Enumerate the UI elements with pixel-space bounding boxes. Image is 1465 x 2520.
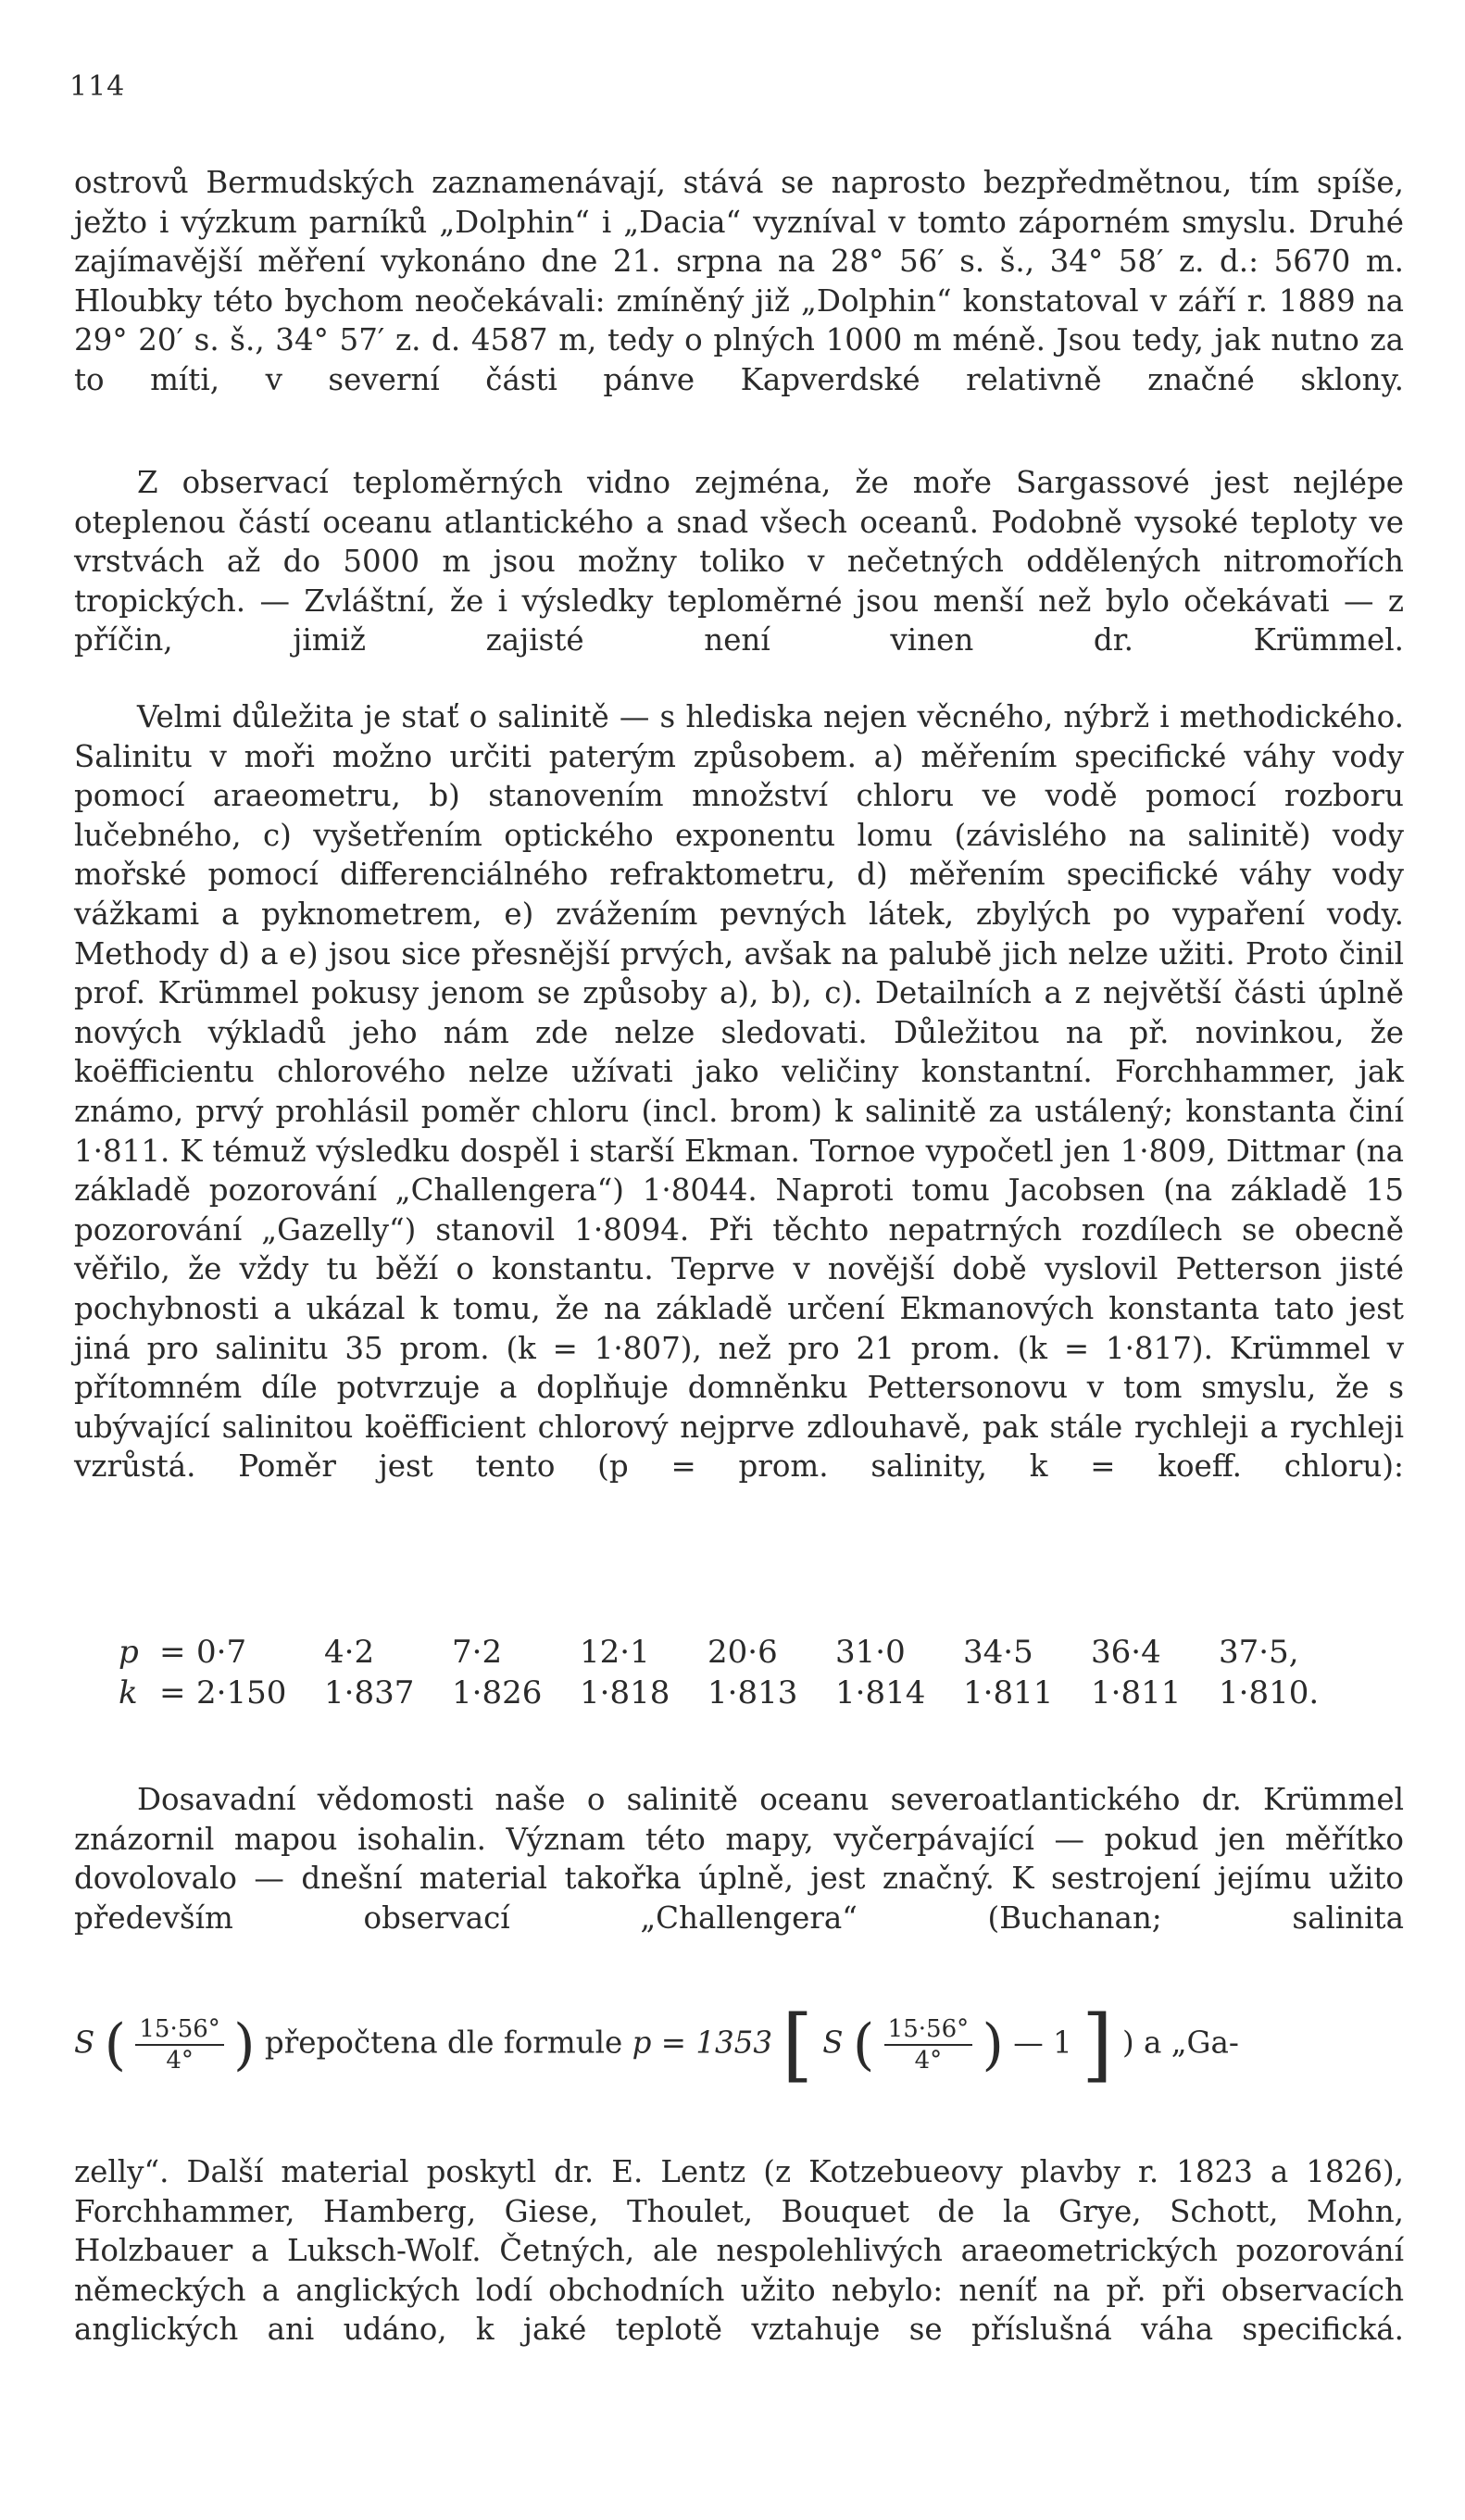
paragraph-4	[74, 1780, 1404, 1937]
formula-s-symbol: S	[74, 2025, 95, 2061]
ratio-label-p: p	[119, 1634, 139, 1671]
salinity-formula-line	[74, 1962, 1404, 2091]
ratio-cell: 2·150	[196, 1674, 287, 1711]
paragraph-3	[74, 697, 1404, 1486]
paragraph-4-text: Dosavadní vědomosti naše o salinitě oceanu severoatlantického dr. Krümmel znázornil mapou isohalin. Význam této mapy, vyčerpávající — pokud jen měřítko dovolovalo — dnešní material takořka úplně, jest značný. K sestrojení jejímu užito především observací „Challengera“ (Buchanan; salinita	[74, 1782, 1404, 1936]
formula-fraction-numerator: 15·56°	[135, 2014, 223, 2046]
page-number: 114	[69, 70, 126, 103]
paragraph-5-text: zelly“. Další material poskytl dr. E. Lentz (z Kotzebueovy plavby r. 1823 a 1826), Forchhammer, Hamberg, Giese, Thoulet, Bouquet de la Grye, Schott, Mohn, Holzbauer a Luksch-Wolf. Četných, ale nespolehlivých araeometrických pozorování německých a anglických lodí obchodních užito nebylo: neníť na př. při observacích anglických ani udáno, k jaké teplotě vztahuje se příslušná váha specifická.	[74, 2154, 1404, 2348]
ratio-cell: 1·811	[1091, 1674, 1182, 1711]
ratio-cell: 1·826	[452, 1674, 543, 1711]
ratio-cell: 36·4	[1091, 1634, 1161, 1671]
ratio-cell: 12·1	[580, 1634, 650, 1671]
ratio-cell: 1·814	[835, 1674, 926, 1711]
ratio-cell: 1·818	[580, 1674, 670, 1711]
ratio-cell: 20·6	[707, 1634, 778, 1671]
ratio-cell: 1·837	[324, 1674, 415, 1711]
ratio-cell: 0·7	[196, 1634, 247, 1671]
formula-minus-one: — 1	[1013, 2025, 1072, 2061]
formula-text-mid: přepočtena dle formule	[264, 2025, 623, 2061]
formula-p-equals: p = 1353	[632, 2025, 773, 2061]
formula-tail: ) a „Ga-	[1121, 2025, 1239, 2061]
formula-open-paren-2: (	[852, 2012, 875, 2077]
formula-open-paren: (	[104, 2012, 127, 2077]
ratio-cell: 1·811	[963, 1674, 1054, 1711]
formula-s-symbol-2: S	[822, 2025, 844, 2061]
formula-close-bracket: ]	[1082, 1999, 1113, 2091]
formula-fraction-numerator-2: 15·56°	[884, 2014, 972, 2046]
formula-fraction-2	[884, 2014, 972, 2075]
ratio-cell: 31·0	[835, 1634, 906, 1671]
formula-close-paren: )	[233, 2012, 256, 2077]
ratio-cell: 1·813	[707, 1674, 798, 1711]
ratio-cell: 34·5	[963, 1634, 1033, 1671]
formula-fraction-denominator-2: 4°	[914, 2047, 943, 2075]
formula-open-bracket: [	[782, 1999, 813, 2091]
formula-fraction	[135, 2014, 223, 2075]
ratio-cell: 4·2	[324, 1634, 375, 1671]
ratio-eq-k: =	[159, 1674, 186, 1711]
paragraph-1-text: ostrovů Bermudských zaznamenávají, stává se naprosto bezpředmětnou, tím spíše, ježto i výzkum parníků „Dolphin“ i „Dacia“ vyzníval v tomto záporném smyslu. Druhé zajímavější měření vykonáno dne 21. srpna na 28° 56′ s. š., 34° 58′ z. d.: 5670 m. Hloubky této bychom neočekávali: zmíněný již „Dolphin“ konstatoval v září r. 1889 na 29° 20′ s. š., 34° 57′ z. d. 4587 m, tedy o plných 1000 m méně. Jsou tedy, jak nutno za to míti, v severní části pánve Kapverdské relativně značné sklony.	[74, 165, 1404, 397]
paragraph-5	[74, 2152, 1404, 2350]
ratio-row-k	[119, 1673, 1346, 1713]
paragraph-3-text: Velmi důležita je stať o salinitě — s hlediska nejen věcného, nýbrž i methodického. Salinitu v moři možno určiti paterým způsobem. a) měřením specifické váhy vody pomocí araeometru, b) stanovením množství chloru ve vodě pomocí rozboru lučebného, c) vyšetřením optického exponentu lomu (závislého na salinitě) vody mořské pomocí differenciálného refraktometru, d) měřením specifické váhy vody vážkami a pyknometrem, e) zvážením pevných látek, zbylých po vypaření vody. Methody d) a e) jsou sice přesnější prvých, avšak na palubě jich nelze užiti. Proto činil prof. Krümmel pokusy jenom se způsoby a), b), c). Detailních a z největší části úplně nových výkladů jeho nám zde nelze sledovati. Důležitou na př. novinkou, že koëfficientu chlorového nelze užívati jako veličiny konstantní. Forchhammer, jak známo, prvý prohlásil poměr chloru (incl. brom) k salinitě za ustálený; konstanta činí 1·811. K témuž výsledku dospěl i starší Ekman. Tornoe vypočetl jen 1·809, Dittmar (na základě pozorování „Challengera“) 1·8044. Naproti tomu Jacobsen (na základě 15 pozorování „Gazelly“) stanovil 1·8094. Při těchto nepatrných rozdílech se obecně věřilo, že vždy tu běží o konstantu. Teprve v novější době vyslovil Petterson jisté pochybnosti a ukázal k tomu, že na základě určení Ekmanových konstanta tato jest jiná pro salinitu 35 prom. (k = 1·807), než pro 21 prom. (k = 1·817). Krümmel v přítomném díle potvrzuje a doplňuje domněnku Pettersonovu v tom smyslu, že s ubývající salinitou koëfficient chlorový nejprve zdlouhavě, pak stále rychleji a rychleji vzrůstá. Poměr jest tento (p = prom. salinity, k = koeff. chloru):	[74, 699, 1404, 1485]
ratio-cell: 7·2	[452, 1634, 503, 1671]
ratio-row-p	[119, 1632, 1346, 1673]
ratio-label-k: k	[119, 1674, 138, 1711]
ratio-eq-p: =	[159, 1634, 186, 1671]
ratio-cell: 1·810.	[1219, 1674, 1320, 1711]
formula-close-paren-2: )	[982, 2012, 1004, 2077]
paragraph-2	[74, 463, 1404, 660]
paragraph-2-text: Z observací teploměrných vidno zejména, že moře Sargassové jest nejlépe oteplenou částí oceanu atlantického a snad všech oceanů. Podobně vysoké teploty ve vrstvách až do 5000 m jsou možny toliko v nečetných oddělených nitromořích tropických. — Zvláštní, že i výsledky teploměrné jsou menší než bylo očekávati — z příčin, jimiž zajisté není vinen dr. Krümmel.	[74, 465, 1404, 658]
formula-fraction-denominator: 4°	[166, 2047, 194, 2075]
salinity-chlorine-ratio-table	[119, 1632, 1404, 1713]
paragraph-1	[74, 163, 1404, 400]
ratio-cell: 37·5,	[1219, 1634, 1299, 1671]
